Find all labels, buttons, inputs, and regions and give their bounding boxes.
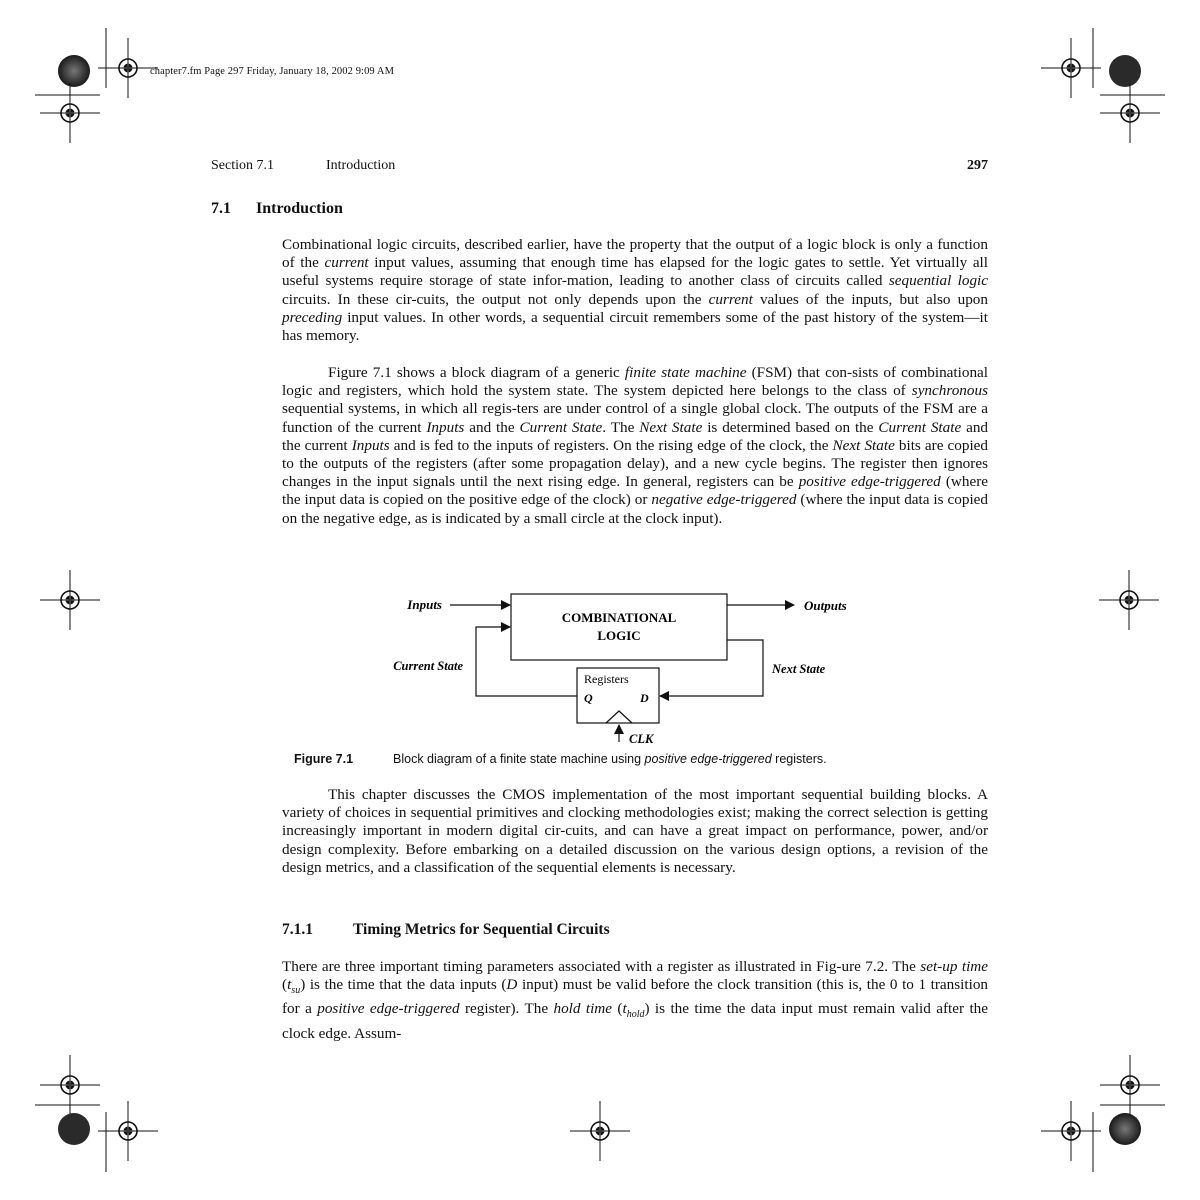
paragraph-1: Combinational logic circuits, described earlier, have the property that the output of a logic block is only a function of the current input values, assuming that enough time has elapsed for the logic gates to settle. Yet virtually all useful systems require storage of state infor-mation, leading to another class of circuits called sequential logic circuits. In these cir-cuits, the output not only depends upon the current values of the inputs, but also upon preceding input values. In other words, a sequential circuit remembers some of the past history of the system—it has memory. — [282, 236, 988, 345]
registration-mark — [98, 38, 158, 98]
comb-logic-label-line2: LOGIC — [597, 628, 641, 643]
registers-label: Registers — [584, 672, 629, 686]
section-number: 7.1 — [211, 200, 231, 217]
registration-mark — [40, 1055, 100, 1115]
outputs-label: Outputs — [804, 598, 847, 613]
register-d-label: D — [640, 691, 649, 705]
page-number: 297 — [967, 158, 988, 173]
figure-caption-label: Figure 7.1 — [294, 752, 354, 766]
subsection-title: Timing Metrics for Sequential Circuits — [353, 921, 610, 938]
subsection-number: 7.1.1 — [282, 921, 313, 938]
clk-label: CLK — [629, 732, 654, 746]
registration-mark — [1100, 83, 1160, 143]
fsm-block-diagram — [370, 590, 870, 752]
section-heading — [211, 200, 343, 218]
registration-mark — [1100, 1055, 1160, 1115]
next-state-label: Next State — [772, 662, 826, 676]
registration-mark — [40, 570, 100, 630]
clock-edge-triangle — [606, 711, 632, 723]
color-bar-mark — [1109, 55, 1141, 87]
color-bar-mark — [58, 1113, 90, 1145]
registration-mark — [1041, 1101, 1101, 1161]
comb-logic-label-line1: COMBINATIONAL — [561, 610, 677, 625]
combinational-logic-block — [511, 594, 727, 660]
registration-mark — [1041, 38, 1101, 98]
registration-mark — [570, 1101, 630, 1161]
registration-mark — [40, 83, 100, 143]
inputs-label: Inputs — [407, 597, 442, 612]
current-state-label: Current State — [393, 659, 463, 673]
registration-mark — [98, 1101, 158, 1161]
paragraph-2: Figure 7.1 shows a block diagram of a generic finite state machine (FSM) that con-sists of combinational logic and registers, which hold the system state. The system depicted here belongs to the class of synchronous sequential systems, in which all regis-ters are under control of a single global clock. The outputs of the FSM are a function of the current Inputs and the Current State. The Next State is determined based on the Current State and the current Inputs and is fed to the inputs of registers. On the rising edge of the clock, the Next State bits are copied to the outputs of the registers (after some propagation delay), and a new cycle begins. The register then ignores changes in the input signals until the next rising edge. In general, registers can be positive edge-triggered (where the input data is copied on the positive edge of the clock) or negative edge-triggered (where the input data is copied on the negative edge, as is indicated by a small circle at the clock input). — [282, 364, 989, 527]
register-q-label: Q — [584, 691, 593, 705]
current-state-wire — [476, 627, 577, 696]
running-head-section: Section 7.1 — [211, 158, 274, 173]
subsection-heading — [282, 921, 610, 939]
color-bar-mark — [58, 55, 90, 87]
registration-mark — [1099, 570, 1159, 630]
paragraph-3: This chapter discusses the CMOS implementation of the most important sequential building blocks. A variety of choices in sequential primitives and clocking methodologies exist; making the correct selection is getting increasingly important in modern digital cir-cuits, and can have a great impact on performance, power, and/or design complexity. Before embarking on a detailed discussion on the various design options, a revision of the design metrics, and a classification of the sequential elements is necessary. — [282, 786, 988, 876]
file-info-slug: chapter7.fm Page 297 Friday, January 18, 2002 9:09 AM — [150, 66, 395, 77]
color-bar-mark — [1109, 1113, 1141, 1145]
section-title: Introduction — [256, 200, 343, 217]
next-state-wire — [660, 640, 763, 696]
figure-caption: Figure 7.1 Block diagram of a finite state machine using positive edge-triggered registers. — [294, 752, 827, 766]
running-head-title: Introduction — [326, 158, 396, 173]
paragraph-4: There are three important timing parameters associated with a register as illustrated in Fig-ure 7.2. The set-up time $(t_{su})$ is the time that the data inputs (D input) must be valid before the clock transition (this is, the 0 to 1 transition for a positive edge-triggered register). The hold time $(t_{hold})$ is the time the data input must remain valid after the clock edge. Assum- — [282, 958, 989, 1042]
